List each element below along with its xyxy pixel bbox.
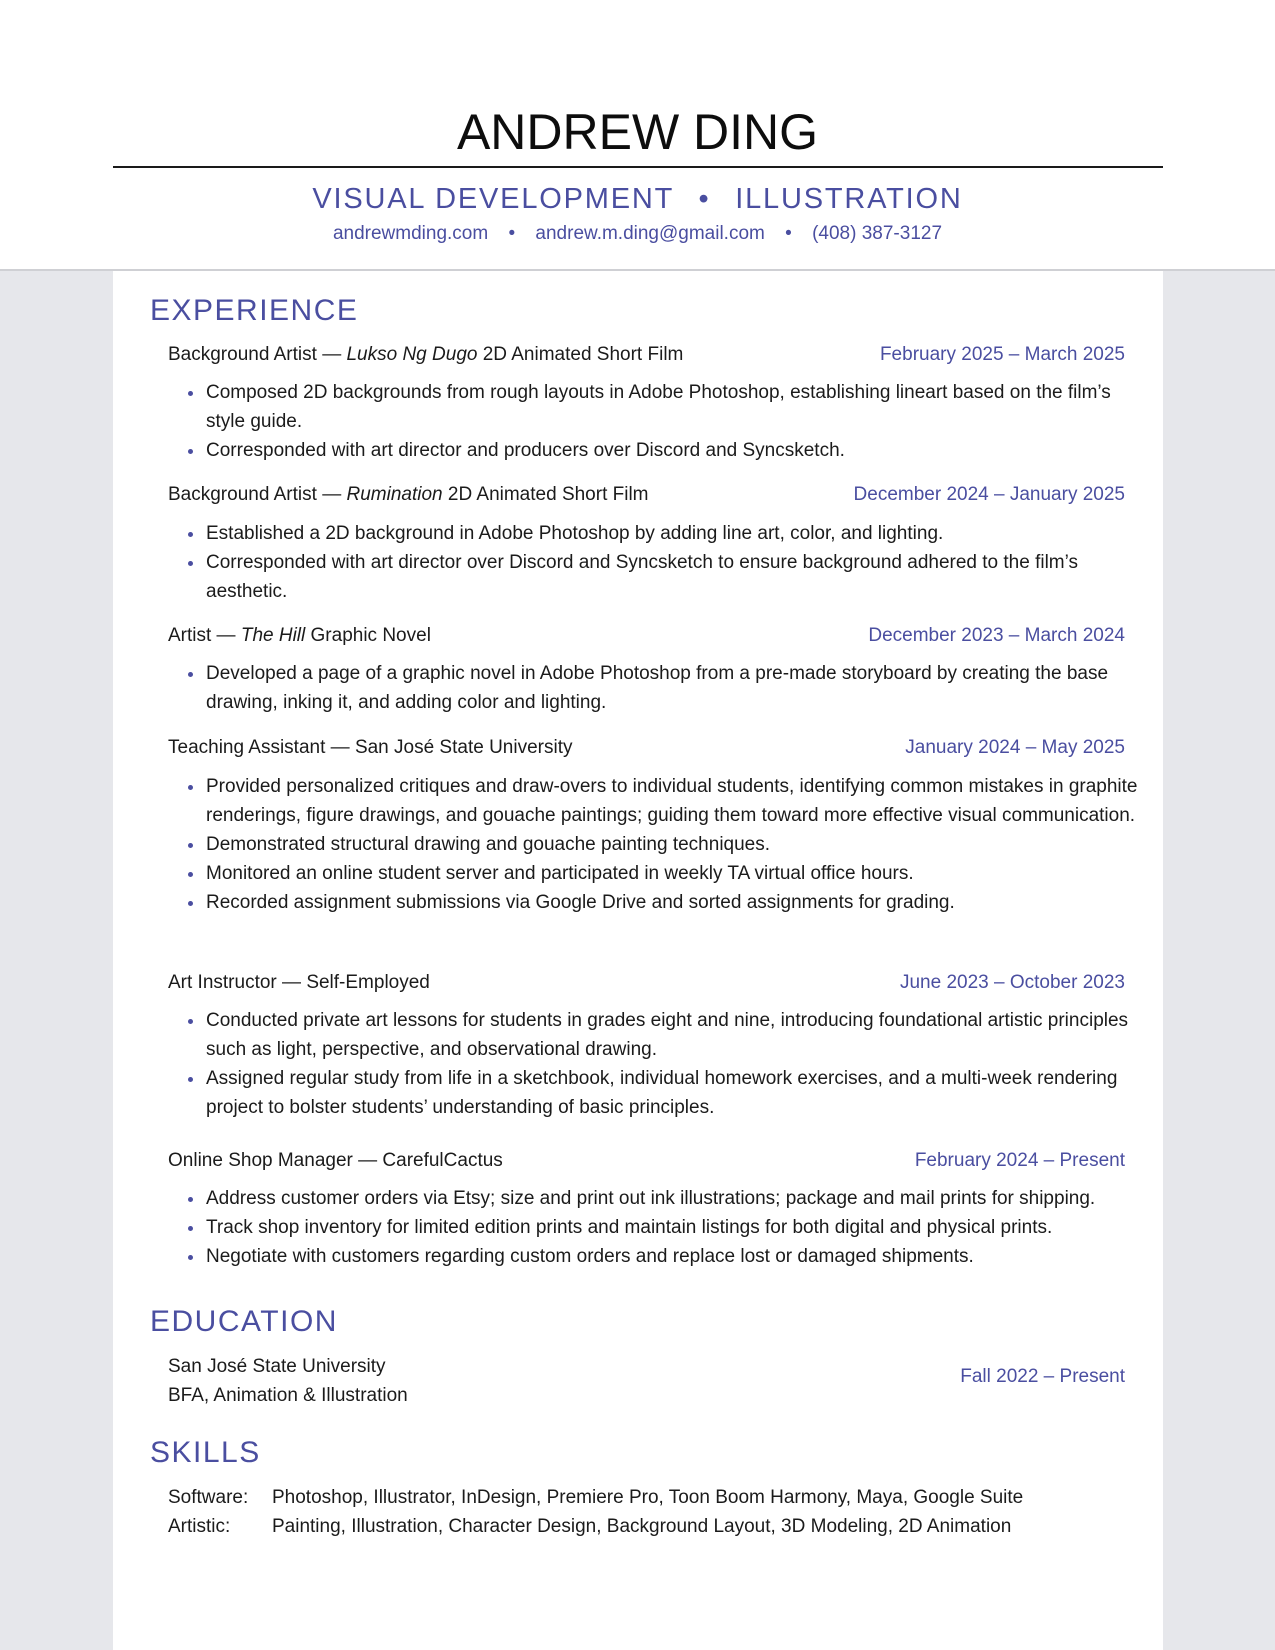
job-header <box>168 734 1125 762</box>
job-employer: CarefulCactus <box>382 1150 503 1171</box>
job-separator: — <box>316 484 347 505</box>
list-item: Recorded assignment submissions via Google Drive and sorted assignments for grading. <box>206 888 1146 917</box>
job-employer: 2D Animated Short Film <box>442 484 649 505</box>
list-item: Conducted private art lessons for students in grades eight and nine, introducing foundational artistic principles such as light, perspective, and observational drawing. <box>206 1006 1146 1064</box>
resume-body <box>113 271 1163 1650</box>
job-header <box>168 969 1125 997</box>
job-title <box>168 1147 503 1175</box>
job-bullets <box>206 772 1146 917</box>
contact-separator: • <box>508 223 516 244</box>
job-dates: June 2023 – October 2023 <box>899 972 1125 993</box>
job-role: Artist <box>168 625 212 646</box>
experience-heading: EXPERIENCE <box>150 294 359 327</box>
job-role: Background Artist <box>168 344 317 365</box>
job-role: Art Instructor <box>168 972 277 993</box>
job-role: Online Shop Manager <box>168 1150 353 1171</box>
degree: BFA, Animation & Illustration <box>168 1385 408 1406</box>
resume-header <box>0 0 1275 271</box>
job-employer: San José State University <box>354 737 573 758</box>
job-work-title: Rumination <box>346 484 443 505</box>
job-title <box>168 622 431 650</box>
job-separator: — <box>316 344 347 365</box>
job-bullets <box>206 659 1146 717</box>
job-title <box>168 481 649 509</box>
job-dates: January 2024 – May 2025 <box>905 737 1125 758</box>
job-employer: Self-Employed <box>306 972 430 993</box>
job-employer: 2D Animated Short Film <box>477 344 684 365</box>
job-role: Teaching Assistant <box>168 737 326 758</box>
job-separator: — <box>211 625 241 646</box>
header-divider <box>113 166 1163 168</box>
job-bullets <box>206 1184 1146 1271</box>
job-dates: December 2024 – January 2025 <box>853 484 1125 505</box>
job-header <box>168 622 1125 650</box>
job-title <box>168 734 572 762</box>
skill-label: Artistic: <box>168 1516 231 1537</box>
job-work-title: The Hill <box>240 625 306 646</box>
job-header <box>168 481 1125 509</box>
job-bullets <box>206 519 1146 606</box>
skill-value: Photoshop, Illustrator, InDesign, Premiere Pro, Toon Boom Harmony, Maya, Google Suite <box>272 1487 1024 1508</box>
candidate-name: ANDREW DING <box>456 104 819 160</box>
skill-label: Software: <box>168 1487 249 1508</box>
job-bullets <box>206 1006 1146 1122</box>
skills-heading: SKILLS <box>150 1436 261 1469</box>
list-item: Address customer orders via Etsy; size and print out ink illustrations; package and mail prints for shipping. <box>206 1184 1146 1213</box>
profession-subtitle <box>0 181 1275 217</box>
job-header <box>168 341 1125 369</box>
education-heading: EDUCATION <box>150 1305 338 1338</box>
job-separator: — <box>325 737 355 758</box>
skill-value: Painting, Illustration, Character Design, Background Layout, 3D Modeling, 2D Animation <box>272 1516 1012 1537</box>
contact-line <box>0 220 1275 248</box>
job-employer: Graphic Novel <box>305 625 431 646</box>
job-dates: December 2023 – March 2024 <box>868 625 1125 646</box>
job-title <box>168 341 683 369</box>
job-separator: — <box>352 1150 383 1171</box>
education-dates: Fall 2022 – Present <box>960 1366 1125 1387</box>
list-item: Corresponded with art director over Discord and Syncsketch to ensure background adhered to the film’s aesthetic. <box>206 548 1146 606</box>
job-separator: — <box>276 972 307 993</box>
job-title <box>168 969 430 997</box>
job-work-title: Lukso Ng Dugo <box>346 344 478 365</box>
list-item: Provided personalized critiques and draw-overs to individual students, identifying common mistakes in graphite renderings, figure drawings, and gouache paintings; guiding them toward more effective visual communication. <box>206 772 1146 830</box>
job-dates: February 2025 – March 2025 <box>879 344 1125 365</box>
subtitle-separator: • <box>698 183 711 215</box>
job-bullets <box>206 378 1146 465</box>
school-name: San José State University <box>168 1356 386 1377</box>
list-item: Assigned regular study from life in a sketchbook, individual homework exercises, and a multi-week rendering project to bolster students’ understanding of basic principles. <box>206 1064 1146 1122</box>
job-dates: February 2024 – Present <box>914 1150 1125 1171</box>
list-item: Established a 2D background in Adobe Photoshop by adding line art, color, and lighting. <box>206 519 1146 548</box>
subtitle-left: VISUAL DEVELOPMENT <box>312 183 674 215</box>
email-link[interactable]: andrew.m.ding@gmail.com <box>535 223 765 244</box>
subtitle-right: ILLUSTRATION <box>735 183 963 215</box>
job-role: Background Artist <box>168 484 317 505</box>
list-item: Composed 2D backgrounds from rough layouts in Adobe Photoshop, establishing lineart based on the film’s style guide. <box>206 378 1146 436</box>
contact-separator: • <box>785 223 792 244</box>
skill-row-software <box>168 1483 1023 1512</box>
list-item: Track shop inventory for limited edition prints and maintain listings for both digital and physical prints. <box>206 1213 1146 1242</box>
skill-row-artistic <box>168 1512 1011 1541</box>
phone-number: (408) 387-3127 <box>812 223 943 244</box>
website-link[interactable]: andrewmding.com <box>332 223 489 244</box>
list-item: Negotiate with customers regarding custom orders and replace lost or damaged shipments. <box>206 1242 1146 1271</box>
list-item: Demonstrated structural drawing and gouache painting techniques. <box>206 830 1146 859</box>
list-item: Developed a page of a graphic novel in Adobe Photoshop from a pre-made storyboard by creating the base drawing, inking it, and adding color and lighting. <box>206 659 1146 717</box>
job-header <box>168 1147 1125 1175</box>
list-item: Corresponded with art director and producers over Discord and Syncsketch. <box>206 436 1146 465</box>
list-item: Monitored an online student server and participated in weekly TA virtual office hours. <box>206 859 1146 888</box>
